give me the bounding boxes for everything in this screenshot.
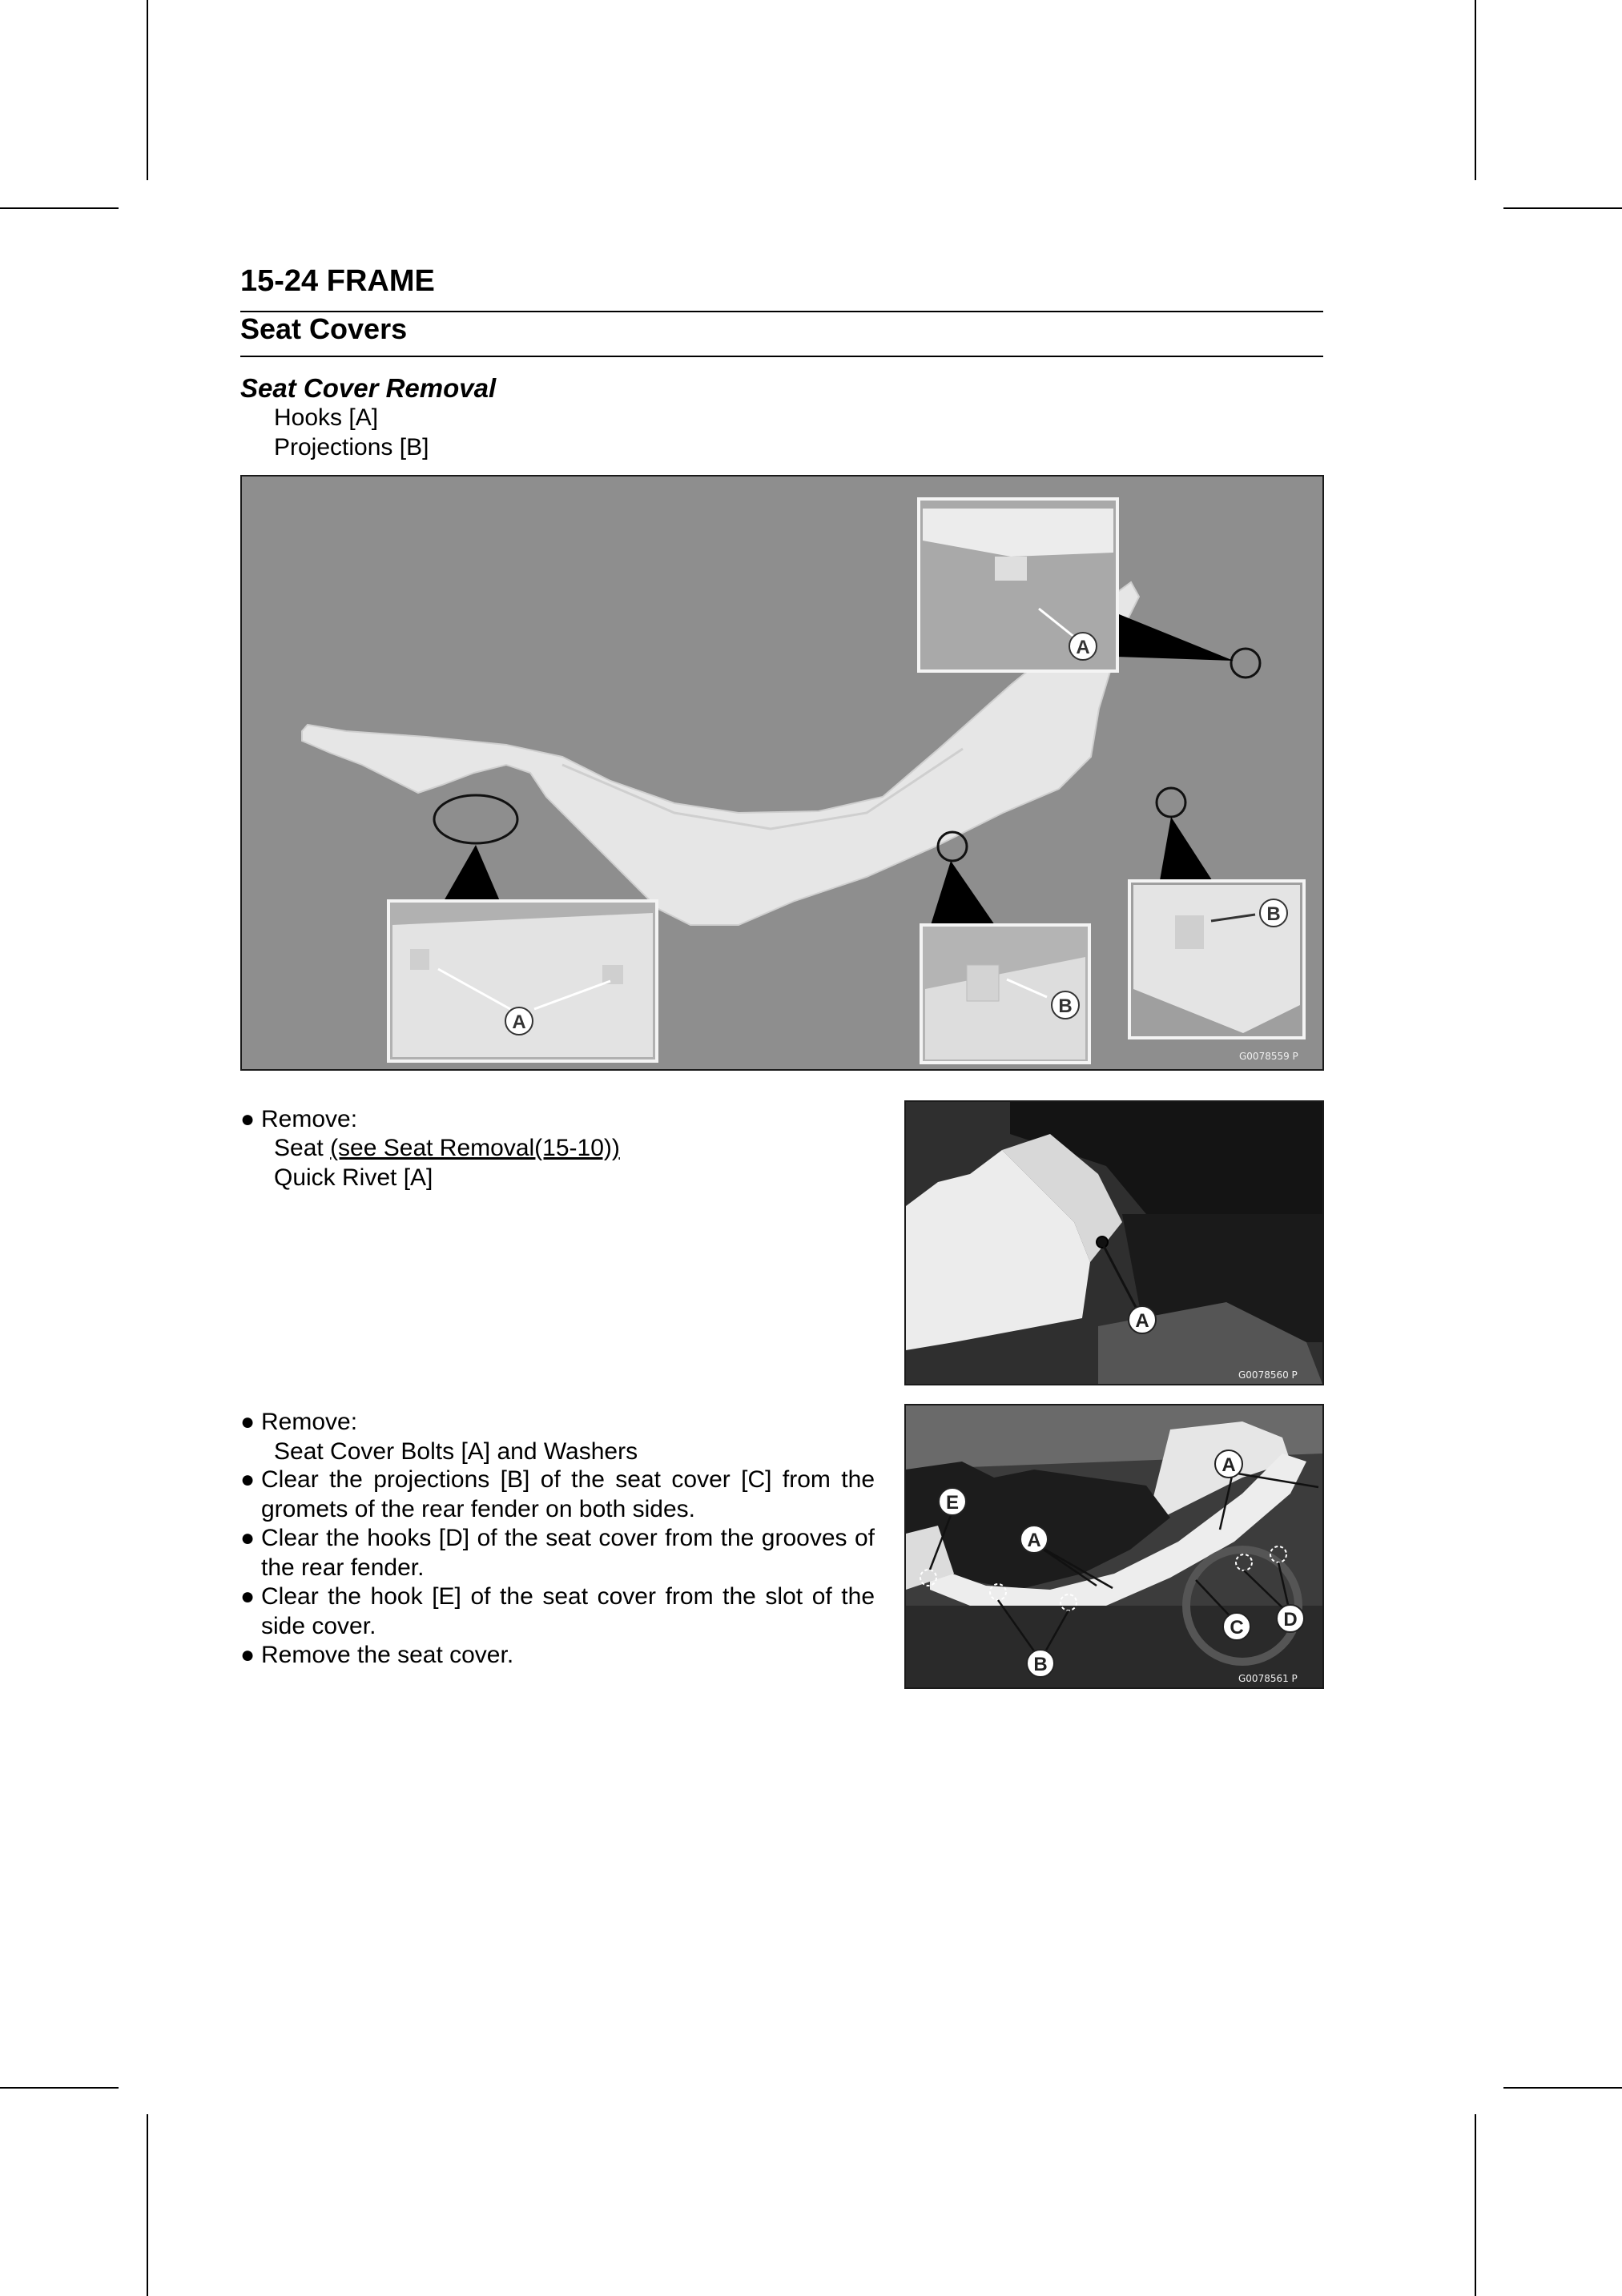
- list-item: Seat Cover Bolts [A] and Washers: [274, 1438, 638, 1465]
- instruction-item: ● Clear the hook [E] of the seat cover from the slot of the side cover.: [240, 1583, 875, 1639]
- seat-cover-installed-figure: [904, 1404, 1324, 1689]
- crop-mark: [1503, 2087, 1622, 2089]
- bullet-icon: ●: [240, 1106, 256, 1132]
- callout-label-a: A: [1222, 1454, 1236, 1476]
- crop-mark: [1475, 2114, 1476, 2296]
- step-action: Remove:: [261, 1409, 358, 1435]
- section-rule: [240, 356, 1323, 357]
- step-remove: [240, 1407, 357, 1437]
- bullet-icon: ●: [240, 1525, 256, 1551]
- subsection-title: Seat Cover Removal: [240, 373, 497, 403]
- seat-label: Seat: [274, 1135, 331, 1161]
- figure-code: G0078559 P: [1239, 1051, 1298, 1062]
- instruction-item: ● Clear the hooks [D] of the seat cover from the grooves of the rear fender.: [240, 1525, 875, 1581]
- bullet-icon: ●: [240, 1409, 256, 1435]
- callout-label-b: B: [1033, 1654, 1048, 1675]
- bullet-icon: ●: [240, 1583, 256, 1610]
- crop-mark: [1503, 207, 1622, 209]
- callout-label-a: A: [512, 1011, 526, 1033]
- callout-label-b: B: [1058, 995, 1073, 1017]
- seat-cover-illustration: [242, 476, 1322, 1069]
- quick-rivet-figure: [904, 1100, 1324, 1385]
- figure-code: G0078560 P: [1238, 1369, 1298, 1381]
- step-remove: [240, 1104, 357, 1134]
- callout-label-c: C: [1230, 1617, 1244, 1639]
- callout-label-e: E: [945, 1492, 960, 1514]
- crop-mark: [0, 2087, 119, 2089]
- callout-label-a: A: [1135, 1310, 1149, 1332]
- inset-projection-right: [1129, 881, 1304, 1038]
- seat-cover-figure: [240, 475, 1324, 1071]
- inset-hook-top: [919, 499, 1117, 671]
- callout-label-b: B: [1266, 903, 1281, 925]
- callout-label-d: D: [1283, 1609, 1298, 1631]
- seat-removal-link[interactable]: (see Seat Removal(15-10)): [330, 1135, 620, 1161]
- step-instructions: [240, 1466, 875, 1671]
- figure-code: G0078561 P: [1238, 1673, 1298, 1684]
- crop-mark: [147, 0, 148, 180]
- section-title: Seat Covers: [240, 312, 408, 345]
- bullet-icon: ●: [240, 1642, 256, 1668]
- crop-mark: [147, 2114, 148, 2296]
- list-item: Projections [B]: [274, 434, 429, 460]
- instruction-item: ● Clear the projections [B] of the seat cover [C] from the gromets of the rear fender on both sides.: [240, 1466, 875, 1522]
- callout-label-a: A: [1076, 637, 1090, 658]
- quick-rivet-photo: [906, 1102, 1322, 1384]
- inset-projection-center: [921, 925, 1089, 1063]
- crop-mark: [0, 207, 119, 209]
- step-action: Remove:: [261, 1106, 358, 1132]
- callout-label-a: A: [1027, 1530, 1041, 1551]
- crop-mark: [1475, 0, 1476, 180]
- bullet-icon: ●: [240, 1466, 256, 1493]
- list-item: Hooks [A]: [274, 404, 379, 431]
- instruction-item: ● Remove the seat cover.: [240, 1641, 875, 1671]
- page-title: 15-24 FRAME: [240, 264, 435, 298]
- seat-cover-installed-photo: [906, 1405, 1322, 1687]
- list-item: [274, 1133, 620, 1163]
- list-item: Quick Rivet [A]: [274, 1164, 433, 1191]
- inset-hooks-bottom: [388, 901, 657, 1061]
